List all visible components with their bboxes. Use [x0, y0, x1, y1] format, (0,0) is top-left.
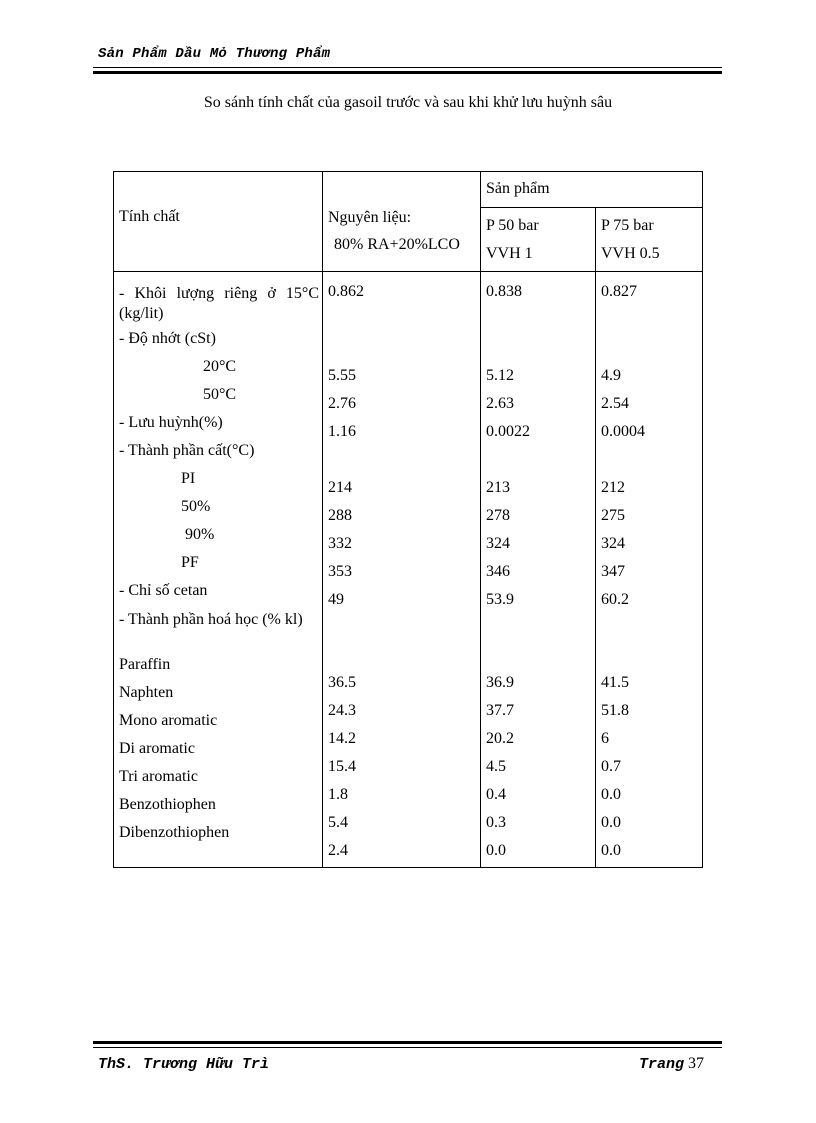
footer-rule-thin — [93, 1047, 722, 1048]
label-d90: 90% — [181, 526, 215, 543]
cell-value: 24.3 — [328, 702, 356, 719]
label-benzothiophen: Benzothiophen — [119, 796, 216, 813]
label-mono-aromatic: Mono aromatic — [119, 712, 218, 729]
label-chemical: - Thành phần hoá học (% kl) — [119, 611, 303, 628]
label-pf: PF — [181, 554, 199, 571]
cell-value: 0.0 — [601, 842, 621, 859]
cell-value: 0.7 — [601, 758, 621, 775]
header-rule-thick — [93, 71, 722, 74]
cell-value: 0.0 — [601, 814, 621, 831]
page-number: 37 — [688, 1055, 704, 1072]
cell-value: 0.3 — [486, 814, 506, 831]
table-top-border — [113, 171, 703, 172]
cell-value: 2.63 — [486, 395, 514, 412]
running-header: Sản Phẩm Dầu Mỏ Thương Phẩm — [98, 46, 331, 62]
cell-value: 0.0004 — [601, 423, 645, 440]
cell-value: 213 — [486, 479, 510, 496]
cell-value: 5.12 — [486, 367, 514, 384]
cell-value: 36.9 — [486, 674, 514, 691]
cell-value: 347 — [601, 563, 625, 580]
cell-value: 1.16 — [328, 423, 356, 440]
cell-value: 2.4 — [328, 842, 348, 859]
header-feed-line2: 80% RA+20%LCO — [334, 236, 460, 253]
header-bottom-border — [113, 271, 703, 272]
cell-value: 288 — [328, 507, 352, 524]
header-p1-line1: P 50 bar — [486, 217, 539, 234]
label-paraffin: Paraffin — [119, 656, 171, 673]
cell-value: 20.2 — [486, 730, 514, 747]
cell-value: 6 — [601, 730, 609, 747]
header-feed-line1: Nguyên liệu: — [328, 209, 412, 226]
cell-value: 0.0022 — [486, 423, 530, 440]
table-bottom-border — [113, 867, 703, 868]
page-indicator — [639, 1055, 704, 1073]
label-pi: PI — [181, 470, 196, 487]
cell-value: 51.8 — [601, 702, 629, 719]
label-viscosity: - Độ nhớt (cSt) — [119, 330, 216, 347]
cell-value: 324 — [486, 535, 510, 552]
label-dibenzothiophen: Dibenzothiophen — [119, 824, 230, 841]
footer-author: ThS. Trương Hữu Trì — [98, 1056, 270, 1073]
cell-value: 278 — [486, 507, 510, 524]
label-density: - Khôi lượng riêng ở 15°C (kg/lit) — [119, 285, 319, 322]
cell-value: 4.9 — [601, 367, 621, 384]
label-d50: 50% — [181, 498, 211, 515]
cell-value: 353 — [328, 563, 352, 580]
label-naphten: Naphten — [119, 684, 174, 701]
label-distillation: - Thành phần cất(°C) — [119, 442, 255, 459]
footer-rule-thick — [93, 1041, 722, 1044]
cell-value: 0.0 — [486, 842, 506, 859]
header-p1-line2: VVH 1 — [486, 245, 533, 262]
header-p2-line2: VVH 0.5 — [601, 245, 660, 262]
cell-value: 37.7 — [486, 702, 514, 719]
header-p2-line1: P 75 bar — [601, 217, 654, 234]
cell-value: 324 — [601, 535, 625, 552]
header-product-group: Sản phẩm — [486, 180, 550, 197]
cell-value: 49 — [328, 591, 344, 608]
cell-value: 2.54 — [601, 395, 629, 412]
cell-value: 5.55 — [328, 367, 356, 384]
cell-value: 346 — [486, 563, 510, 580]
header-rule-thin — [93, 67, 722, 68]
page-label: Trang — [638, 1056, 684, 1073]
cell-value: 275 — [601, 507, 625, 524]
cell-value: 14.2 — [328, 730, 356, 747]
col-divider-2 — [480, 171, 481, 868]
cell-value: 0.862 — [328, 283, 364, 300]
cell-value: 2.76 — [328, 395, 356, 412]
col-divider-1 — [322, 171, 323, 868]
label-tri-aromatic: Tri aromatic — [119, 768, 198, 785]
cell-value: 36.5 — [328, 674, 356, 691]
label-temp-20: 20°C — [203, 358, 237, 375]
col-divider-3 — [595, 207, 596, 868]
product-group-divider — [480, 207, 703, 208]
label-sulfur: - Lưu huỳnh(%) — [119, 414, 223, 431]
table-right-border — [702, 171, 703, 868]
cell-value: 214 — [328, 479, 352, 496]
table-left-border — [113, 171, 114, 868]
label-temp-50: 50°C — [203, 386, 237, 403]
cell-value: 1.8 — [328, 786, 348, 803]
cell-value: 332 — [328, 535, 352, 552]
cell-value: 41.5 — [601, 674, 629, 691]
cell-value: 5.4 — [328, 814, 348, 831]
cell-value: 4.5 — [486, 758, 506, 775]
table-caption: So sánh tính chất của gasoil trước và sau khi khử lưu huỳnh sâu — [203, 94, 613, 111]
cell-value: 0.827 — [601, 283, 637, 300]
header-property: Tính chất — [119, 208, 180, 225]
cell-value: 53.9 — [486, 591, 514, 608]
label-cetane: - Chỉ số cetan — [119, 582, 208, 599]
cell-value: 60.2 — [601, 591, 629, 608]
label-di-aromatic: Di aromatic — [119, 740, 195, 757]
cell-value: 212 — [601, 479, 625, 496]
cell-value: 0.4 — [486, 786, 506, 803]
cell-value: 15.4 — [328, 758, 356, 775]
property-table — [113, 171, 703, 868]
cell-value: 0.838 — [486, 283, 522, 300]
cell-value: 0.0 — [601, 786, 621, 803]
